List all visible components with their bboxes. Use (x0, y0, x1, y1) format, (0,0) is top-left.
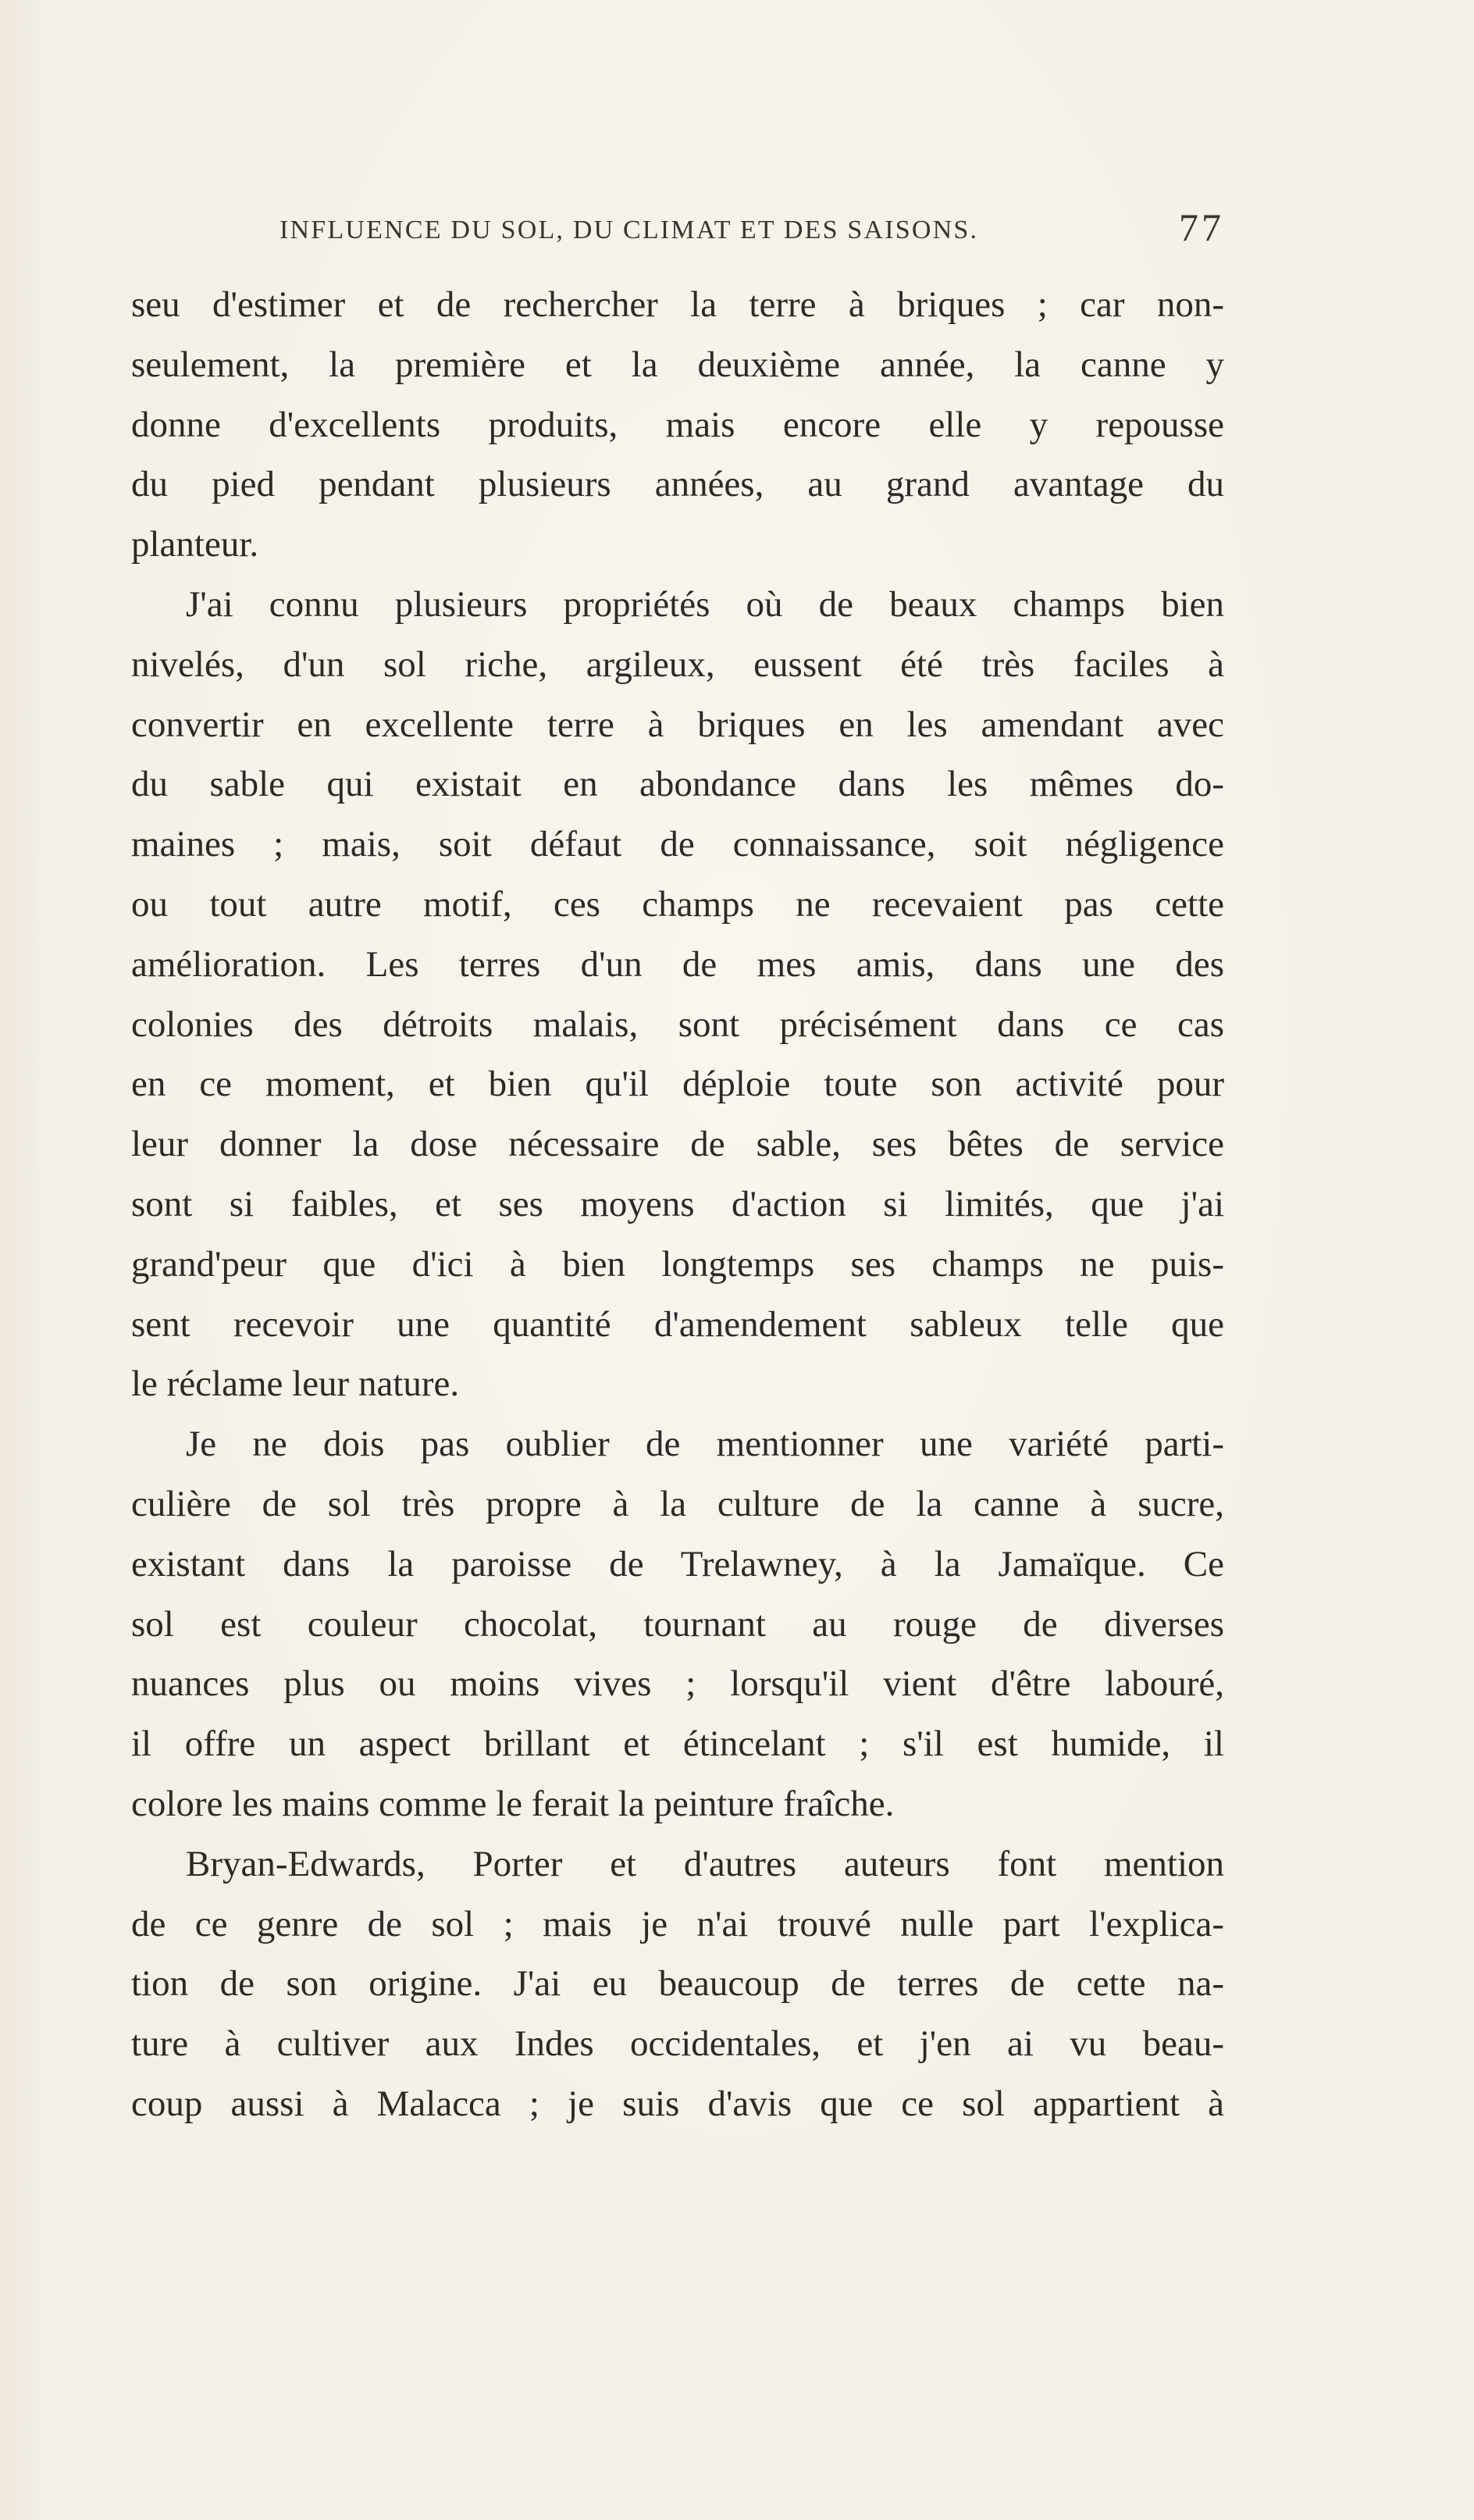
text-line: il offre un aspect brillant et étincelant ; s'il est humide, il (131, 1723, 1224, 1765)
text-line: grand'peur que d'ici à bien longtemps ses champs ne puis- (131, 1243, 1224, 1285)
text-line: nivelés, d'un sol riche, argileux, eussent été très faciles à (131, 643, 1224, 685)
text-line: sont si faibles, et ses moyens d'action si limités, que j'ai (131, 1183, 1224, 1224)
paragraph-first-line: Je ne dois pas oublier de mentionner une variété parti- (186, 1424, 1224, 1465)
text-line: du pied pendant plusieurs années, au grand avantage du (131, 464, 1224, 505)
text-line: sol est couleur chocolat, tournant au rouge de diverses (131, 1603, 1224, 1645)
text-line: seu d'estimer et de rechercher la terre à briques ; car non- (131, 284, 1224, 325)
text-body (131, 275, 1224, 2134)
running-title: INFLUENCE DU SOL, DU CLIMAT ET DES SAISONS. (279, 216, 979, 244)
running-head (131, 205, 1224, 251)
text-line: leur donner la dose nécessaire de sable, ses bêtes de service (131, 1124, 1224, 1165)
text-line: coup aussi à Malacca ; je suis d'avis que ce sol appartient à (131, 2083, 1224, 2124)
text-line: colonies des détroits malais, sont précisément dans ce cas (131, 1003, 1224, 1045)
text-line: de ce genre de sol ; mais je n'ai trouvé nulle part l'explica- (131, 1903, 1224, 1944)
text-line: maines ; mais, soit défaut de connaissance, soit négligence (131, 824, 1224, 865)
text-line: tion de son origine. J'ai eu beaucoup de terres de cette na- (131, 1963, 1224, 2005)
text-line: convertir en excellente terre à briques en les amendant avec (131, 704, 1224, 745)
text-line: le réclame leur nature. (131, 1363, 460, 1405)
text-line: seulement, la première et la deuxième année, la canne y (131, 344, 1224, 385)
text-line: amélioration. Les terres d'un de mes amis, dans une des (131, 943, 1224, 985)
text-line: culière de sol très propre à la culture de la canne à sucre, (131, 1483, 1224, 1524)
paragraph-first-line: Bryan-Edwards, Porter et d'autres auteurs font mention (186, 1843, 1224, 1884)
text-line: donne d'excellents produits, mais encore elle y repousse (131, 404, 1224, 445)
page-number: 77 (1179, 205, 1224, 249)
text-line: planteur. (131, 524, 259, 565)
text-line: du sable qui existait en abondance dans les mêmes do- (131, 764, 1224, 805)
text-line: existant dans la paroisse de Trelawney, à la Jamaïque. Ce (131, 1543, 1224, 1584)
text-line: ture à cultiver aux Indes occidentales, et j'en ai vu beau- (131, 2023, 1224, 2065)
paragraph-first-line: J'ai connu plusieurs propriétés où de beaux champs bien (186, 583, 1224, 625)
text-line: en ce moment, et bien qu'il déploie toute son activité pour (131, 1064, 1224, 1105)
text-line: colore les mains comme le ferait la peinture fraîche. (131, 1783, 895, 1824)
text-line: ou tout autre motif, ces champs ne recevaient pas cette (131, 883, 1224, 925)
text-line: sent recevoir une quantité d'amendement sableux telle que (131, 1303, 1224, 1345)
text-line: nuances plus ou moins vives ; lorsqu'il vient d'être labouré, (131, 1663, 1224, 1705)
